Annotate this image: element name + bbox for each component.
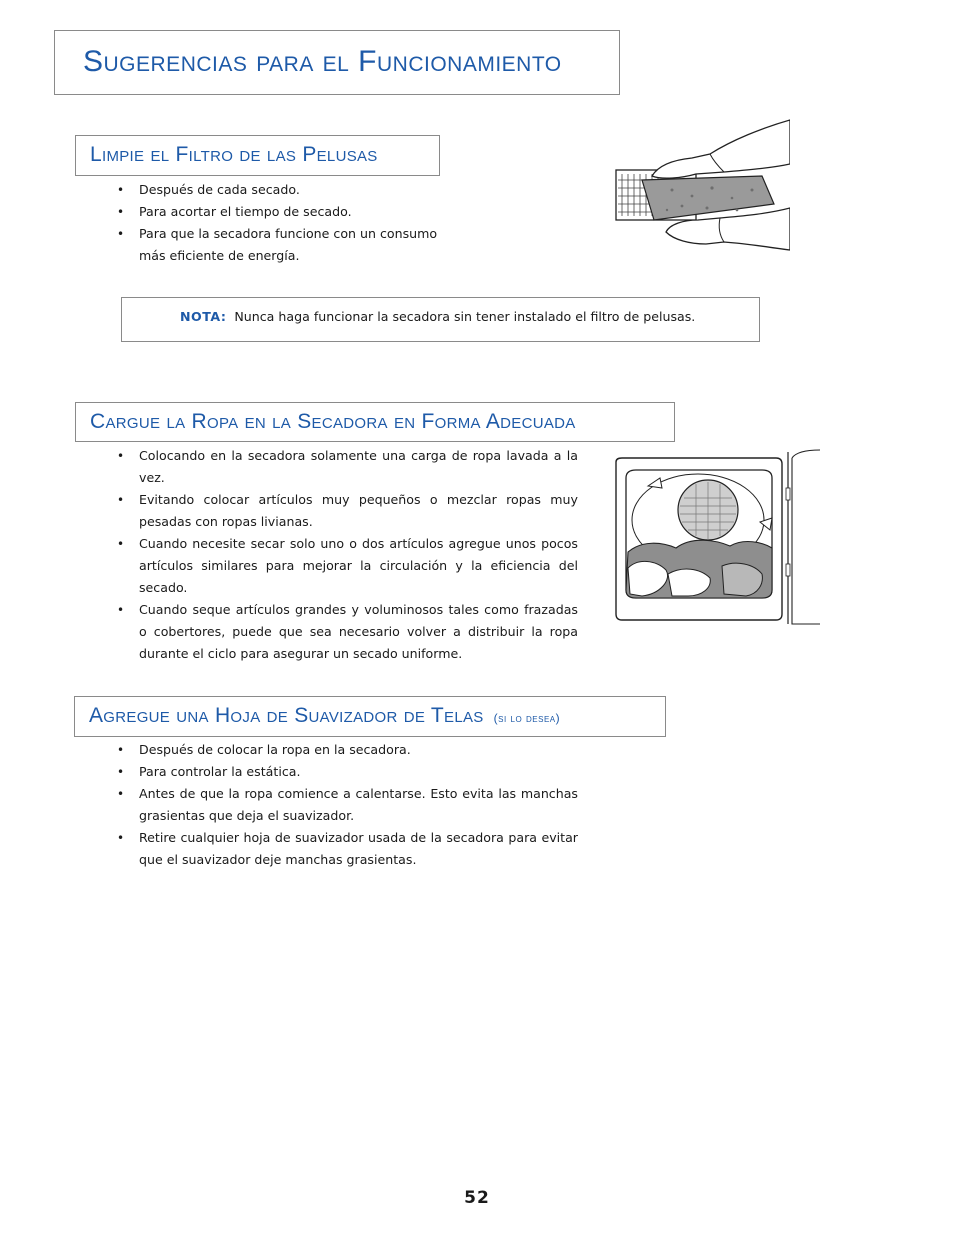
list-item: • Evitando colocar artículos muy pequeños o mezclar ropas muy pesadas con ropas livianas. bbox=[139, 489, 578, 533]
page-number: 52 bbox=[464, 1188, 490, 1208]
section-title: Limpie el Filtro de las Pelusas bbox=[90, 143, 378, 166]
lint-filter-hands-illustration bbox=[612, 118, 790, 258]
list-item: • Cuando seque artículos grandes y voluminosos tales como frazadas o cobertores, puede que sea necesario volver a distribuir la ropa durante el ciclo para asegurar un secado uniforme. bbox=[139, 599, 578, 665]
list-item: • Antes de que la ropa comience a calentarse. Esto evita las manchas grasientas que deja el suavizador. bbox=[139, 783, 578, 827]
section-lint-filter-heading bbox=[75, 135, 440, 176]
list-item: • Para controlar la estática. bbox=[139, 761, 578, 783]
note-label: NOTA: bbox=[180, 309, 227, 324]
list-item: • Retire cualquier hoja de suavizador usada de la secadora para evitar que el suavizador deje manchas grasientas. bbox=[139, 827, 578, 871]
note-text: Nunca haga funcionar la secadora sin tener instalado el filtro de pelusas. bbox=[234, 309, 696, 324]
lint-filter-list bbox=[139, 179, 439, 267]
note-box bbox=[121, 297, 760, 342]
list-item: • Cuando necesite secar solo uno o dos artículos agregue unos pocos artículos similares para mejorar la circulación y la eficiencia del secado. bbox=[139, 533, 578, 599]
page-title: Sugerencias para el Funcionamiento bbox=[83, 45, 562, 78]
dryer-drum-illustration bbox=[612, 448, 822, 628]
list-item: • Después de colocar la ropa en la secadora. bbox=[139, 739, 578, 761]
load-dryer-list bbox=[139, 445, 578, 665]
list-item: • Colocando en la secadora solamente una carga de ropa lavada a la vez. bbox=[139, 445, 578, 489]
fabric-softener-list bbox=[139, 739, 578, 871]
list-item: • Después de cada secado. bbox=[139, 179, 439, 201]
list-item: • Para acortar el tiempo de secado. bbox=[139, 201, 439, 223]
section-fabric-softener-heading bbox=[74, 696, 666, 737]
section-title: Cargue la Ropa en la Secadora en Forma Adecuada bbox=[90, 410, 576, 433]
section-title-text: Agregue una Hoja de Suavizador de Telas bbox=[89, 704, 484, 727]
section-title bbox=[89, 704, 560, 728]
section-load-dryer-heading bbox=[75, 402, 675, 442]
list-item: • Para que la secadora funcione con un consumo más eficiente de energía. bbox=[139, 223, 439, 267]
page-title-box bbox=[54, 30, 620, 95]
section-title-suffix: (si lo desea) bbox=[493, 711, 561, 725]
